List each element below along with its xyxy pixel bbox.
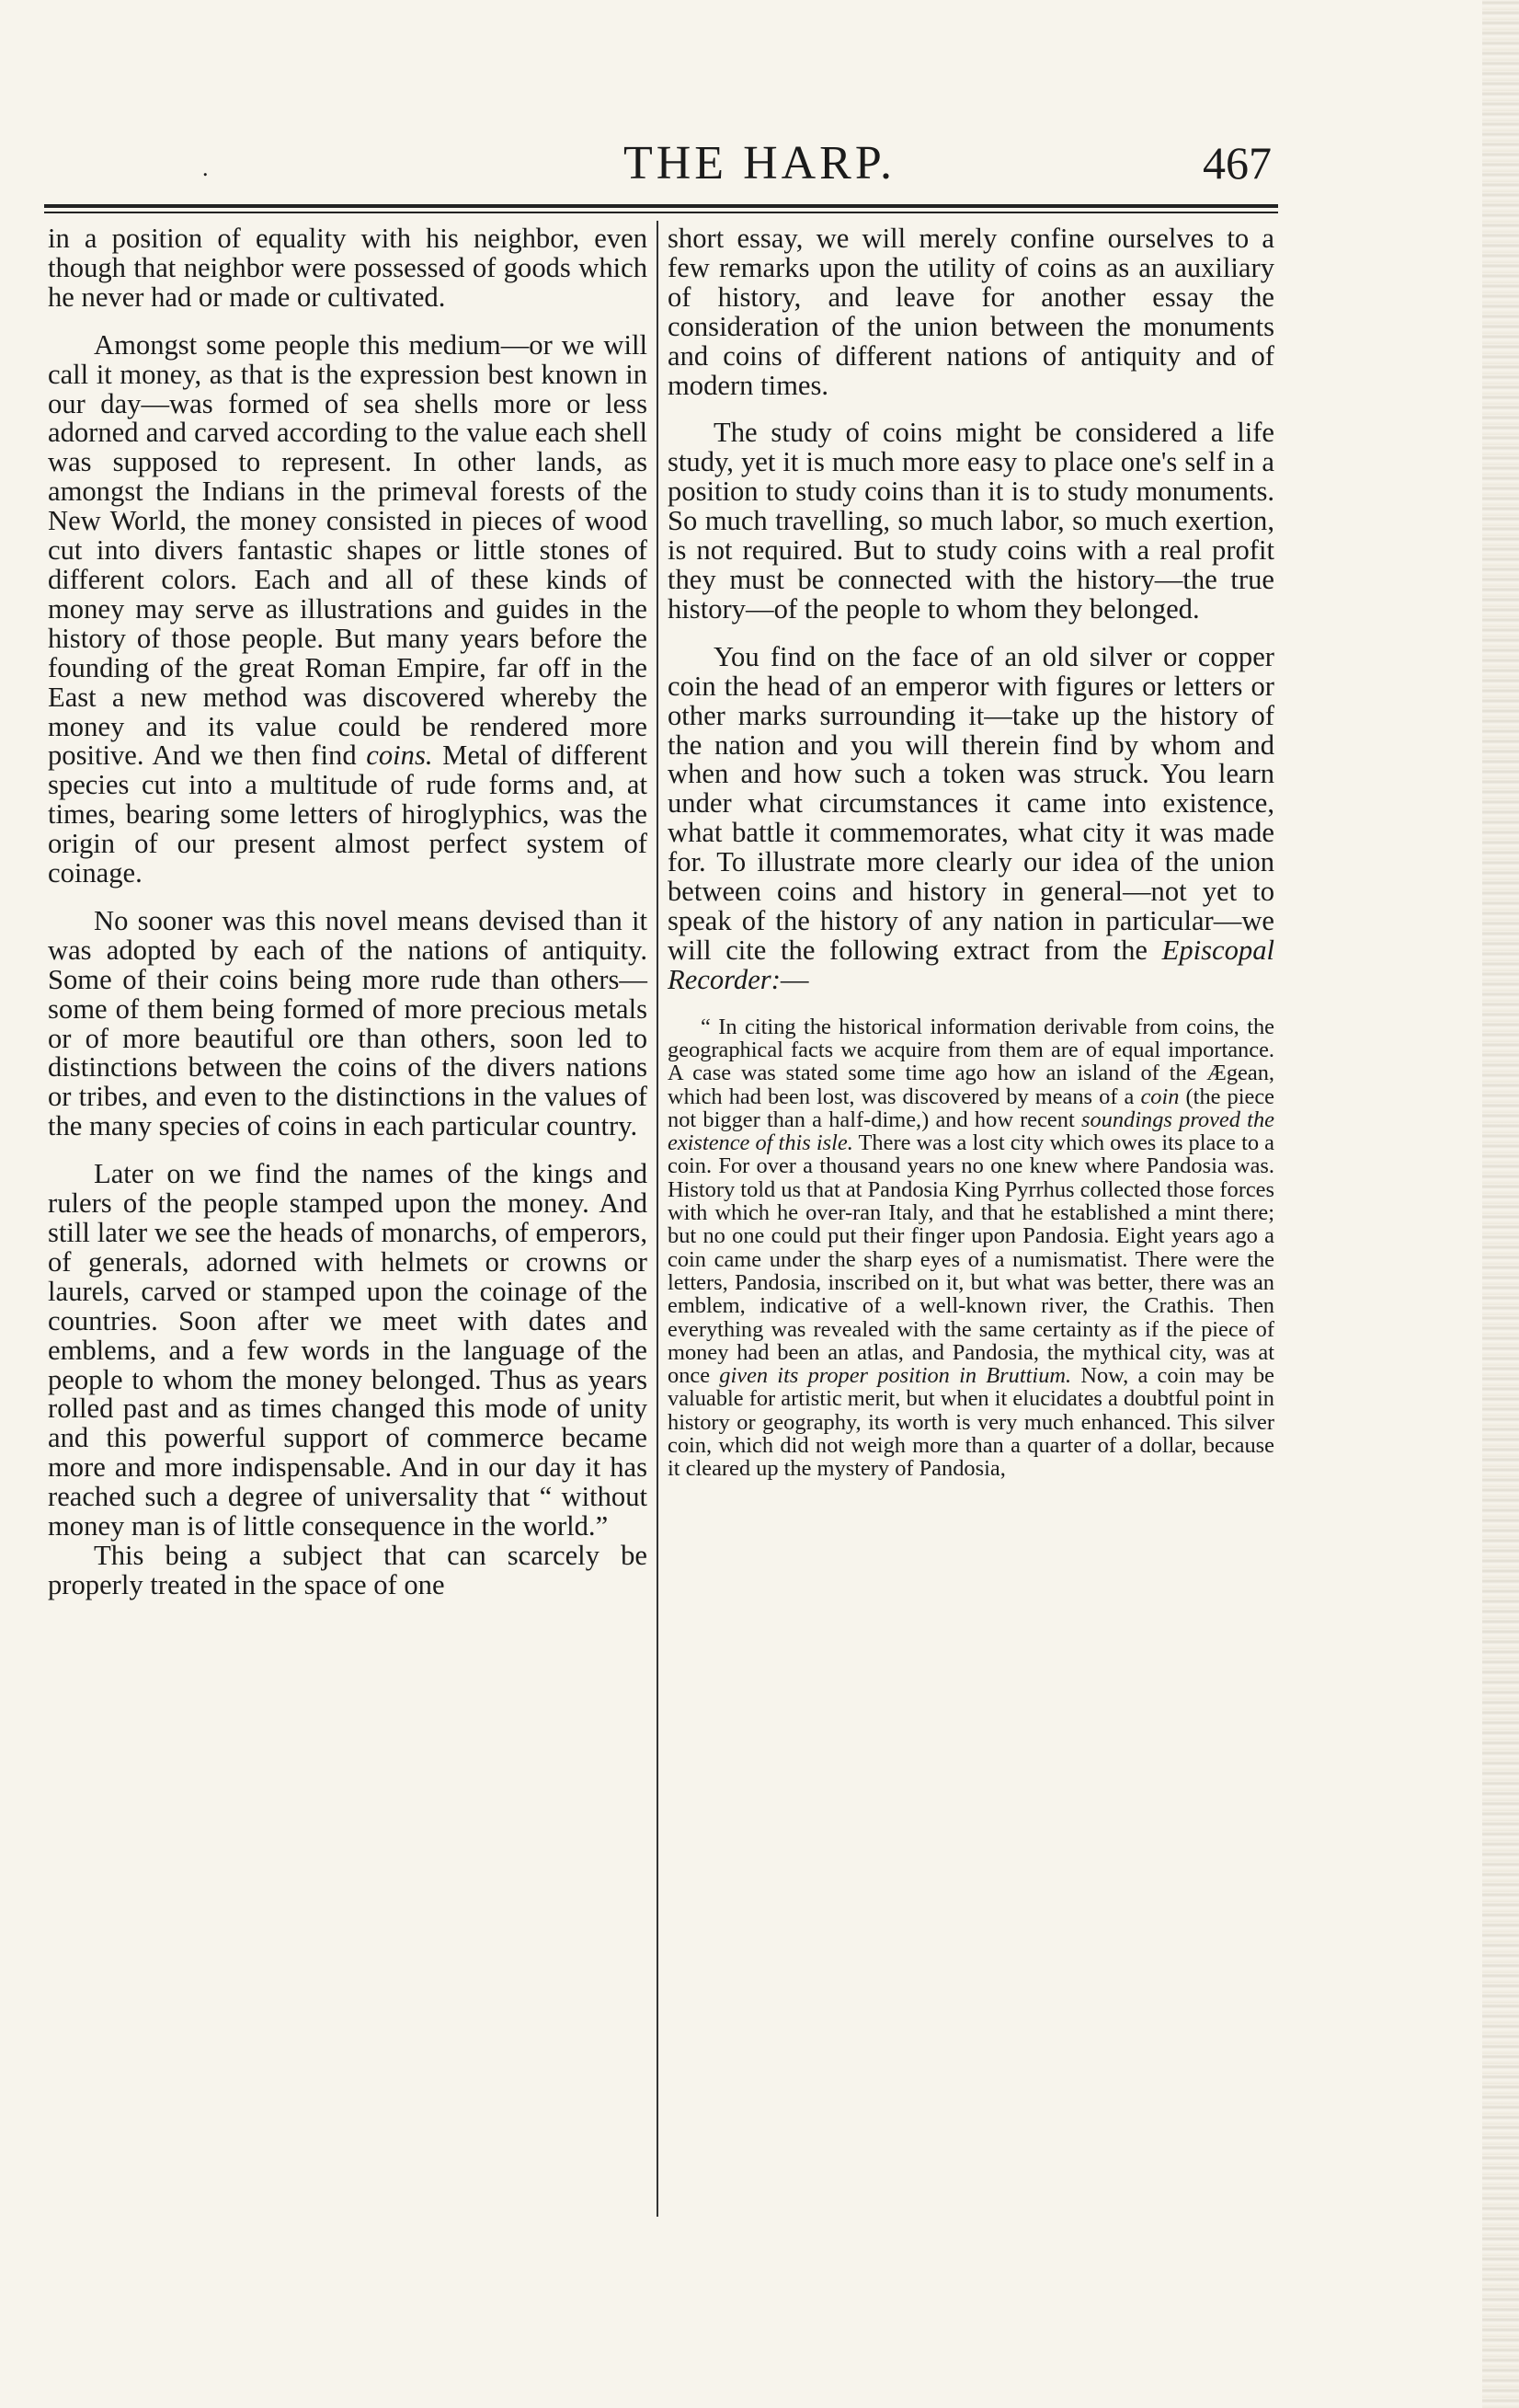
left-column: [48, 224, 647, 2270]
column-divider: [657, 221, 658, 2217]
quote-paragraph: [668, 1015, 1274, 1481]
right-paragraph-3: [668, 640, 1274, 995]
left-paragraph-1: in a position of equality with his neighbor, even though that neighbor were possessed of goods which he never had or made or cultivated.: [48, 223, 647, 313]
left-paragraph-3: No sooner was this novel means devised than it was adopted by each of the nations of antiquity. Some of their coins being more rude than others—some of them being formed of more precious metals or of more beautiful ore than others, soon led to distinctions between the coins of the divers nations or tribes, and even to the distinctions in the values of the many species of coins in each particular country.: [48, 904, 647, 1142]
page-number: 467: [1203, 137, 1272, 189]
right-paragraph-3-text: You find on the face of an old silver or copper coin the head of an emperor with figures or letters or other marks surrounding it—take up the history of the nation and you will therein find by whom and when and how such a token was struck. You learn under what circumstances it came into existence, what battle it commemorates, what city it was made for. To illustrate more clearly our idea of the union between coins and history in general—not yet to speak of the history of any nation in particular—we will cite the following extract from the: [668, 640, 1274, 966]
quoted-extract: [668, 1015, 1274, 1481]
quote-italic-bruttium: given its proper position in Bruttium.: [719, 1363, 1072, 1389]
episcopal-recorder-italic: Episcopal Recorder:: [668, 934, 1274, 995]
running-title: THE HARP.: [622, 137, 897, 189]
header-dot: .: [202, 155, 209, 181]
right-paragraph-1: short essay, we will merely confine ourselves to a few remarks upon the utility of coins as an auxiliary of history, and leave for another essay the consideration of the union between the monuments and coins of different nations of antiquity and of modern times.: [668, 223, 1274, 401]
quote-part-g: Now, a coin may be valuable for artistic merit, but when it elucidates a doubtful point in history or geography, its worth is very much enhanced. This silver coin, which did not weigh more than a quarter of a dollar, because it cleared up the mystery of Pandosia,: [668, 1363, 1274, 1482]
left-paragraph-2-text: Amongst some people this medium—or we will call it money, as that is the expression best known in our day—was formed of sea shells more or less adorned and carved according to the value each shell was supposed to represent. In other lands, as amongst the Indians in the primeval forests of the New World, the money consisted in pieces of wood cut into divers fantastic shapes or little stones of different colors. Each and all of these kinds of money may serve as illustrations and guides in the history of those people. But many years before the founding of the great Roman Empire, far off in the East a new method was discovered whereby the money and its value could be rendered more positive. And we then find: [48, 328, 647, 772]
quote-part-e: There was a lost city which owes its place to a coin. For over a thousand years no one knew where Pandosia was. History told us that at Pandosia King Pyrrhus collected those forces with which he over-ran Italy, and that he established a mint there; but no one could put their finger upon Pandosia. Eight years ago a coin came under the sharp eyes of a numismatist. There were the letters, Pandosia, inscribed on it, but what was better, there was an emblem, indicative of a well-known river, the Crathis. Then everything was revealed with the same certainty as if the piece of money had been an atlas, and Pandosia, the mythical city, was at once: [668, 1130, 1274, 1389]
scan-edge-texture: [1482, 0, 1519, 2408]
left-paragraph-5: This being a subject that can scarcely be properly treated in the space of one: [48, 1539, 647, 1600]
header-rule-thin: [44, 212, 1278, 213]
quote-italic-soundings: soundings proved the existence of this isle.: [668, 1107, 1274, 1156]
left-paragraph-4: Later on we find the names of the kings and rulers of the people stamped upon the money. And still later we see the heads of monarchs, of emperors, of generals, adorned with helmets or crowns or laurels, carved or stamped upon the coinage of the countries. Soon after we meet with dates and emblems, and a few words in the language of the people to whom the money belonged. Thus as years rolled past and as times changed this mode of unity and this powerful support of commerce became more and more indispensable. And in our day it has reached such a degree of universality that “ without money man is of little consequence in the world.”: [48, 1158, 647, 1542]
left-paragraph-2-end: Metal of different species cut into a multitude of rude forms and, at times, bearing some letters of hiroglyphics, was the origin of our present almost perfect system of coinage.: [48, 740, 647, 889]
quote-italic-coin: coin: [1140, 1084, 1180, 1109]
coins-italic: coins.: [366, 740, 433, 772]
right-column: [668, 224, 1274, 2270]
left-paragraph-2: [48, 328, 647, 889]
right-paragraph-2: The study of coins might be considered a life study, yet it is much more easy to place one's self in a position to study coins than it is to study monuments. So much travelling, so much labor, so much exertion, is not required. But to study coins with a real profit they must be connected with the history—the true history—of the people to whom they belonged.: [668, 417, 1274, 625]
quote-part-c: (the piece not bigger than a half-dime,) and how recent: [668, 1084, 1274, 1132]
right-paragraph-3-end: —: [780, 963, 809, 995]
quote-part-a: “ In citing the historical information derivable from coins, the geographical facts we acquire from them are of equal importance. A case was stated some time ago how an island of the Ægean, which had been lost, was discovered by means of a: [668, 1014, 1274, 1109]
header-rule-thick: [44, 204, 1278, 208]
